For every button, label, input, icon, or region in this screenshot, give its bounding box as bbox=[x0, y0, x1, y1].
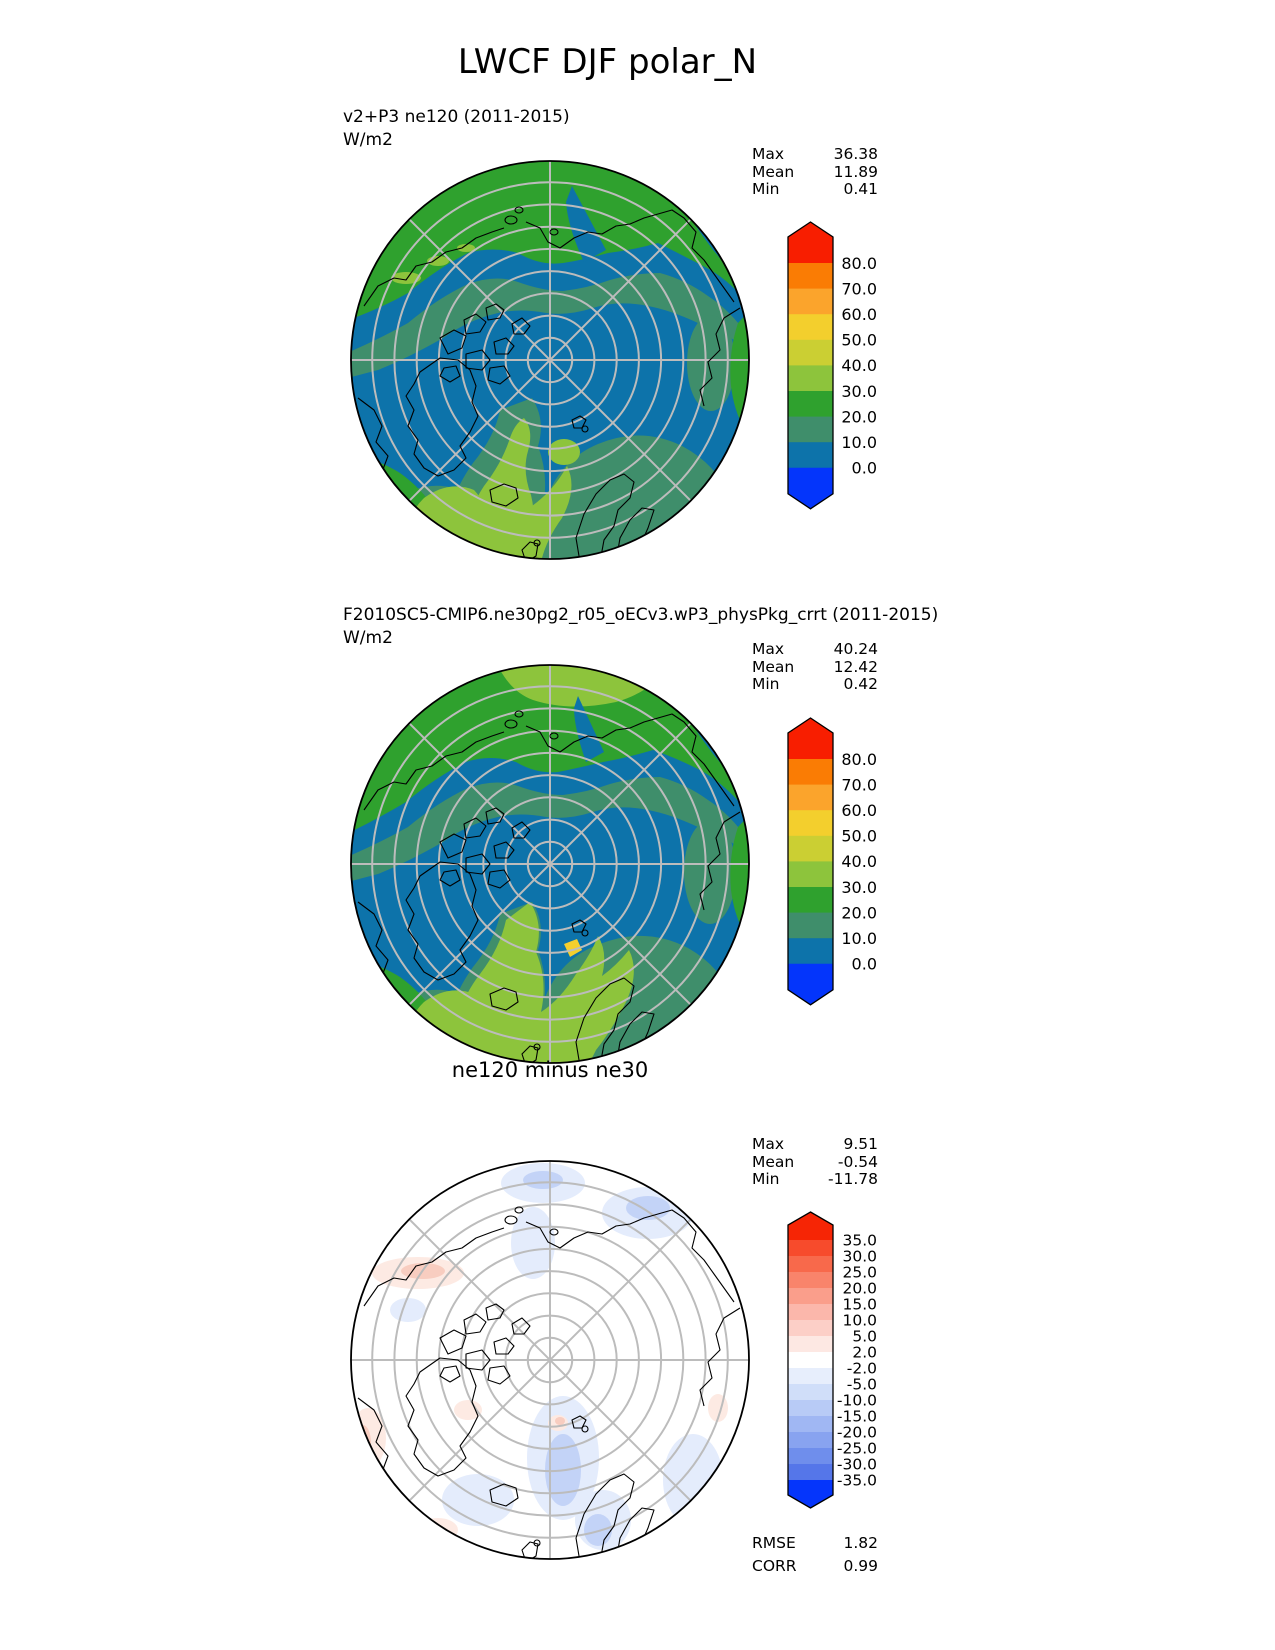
colorbar-tick-label: 25.0 bbox=[842, 1263, 877, 1282]
panel1-units: W/m2 bbox=[343, 130, 393, 150]
colorbar-tick-label: 50.0 bbox=[841, 826, 877, 846]
stat-row bbox=[752, 659, 878, 677]
panel3-metrics bbox=[752, 1532, 878, 1578]
stat-value: 12.42 bbox=[833, 657, 878, 676]
colorbar-tick-label: 5.0 bbox=[852, 1327, 877, 1346]
metric-row bbox=[752, 1532, 878, 1555]
colorbar-tick-label: 10.0 bbox=[842, 1311, 877, 1330]
colorbar-tick-label: 10.0 bbox=[841, 432, 877, 452]
stat-row bbox=[752, 641, 878, 659]
metric-label: RMSE bbox=[752, 1534, 796, 1552]
stat-row bbox=[752, 181, 878, 199]
colorbar-tick-label: -20.0 bbox=[836, 1423, 877, 1442]
colorbar-tick-label: 20.0 bbox=[842, 1279, 877, 1298]
colorbar-tick-label: 35.0 bbox=[842, 1231, 877, 1250]
stat-label: Min bbox=[752, 1170, 780, 1189]
metric-label: CORR bbox=[752, 1557, 797, 1575]
colorbar-tick-label: 15.0 bbox=[842, 1295, 877, 1314]
colorbar-tick-label: -5.0 bbox=[846, 1375, 877, 1394]
colorbar-tick-label: 0.0 bbox=[851, 954, 877, 974]
colorbar-tick-label: 30.0 bbox=[842, 1247, 877, 1266]
colorbar-segments bbox=[788, 718, 877, 1005]
colorbar-tick-label: 30.0 bbox=[841, 381, 877, 401]
metric-row bbox=[752, 1555, 878, 1578]
stat-row bbox=[752, 676, 878, 694]
figure-title: LWCF DJF polar_N bbox=[457, 42, 758, 82]
colorbar-tick-label: 20.0 bbox=[841, 407, 877, 427]
colorbar-tick-label: 2.0 bbox=[852, 1343, 877, 1362]
panel2-run-name: F2010SC5-CMIP6.ne30pg2_r05_oECv3.wP3_physPkg_crrt (2011-2015) bbox=[343, 605, 939, 625]
stat-value: -0.54 bbox=[837, 1152, 878, 1171]
stat-label: Mean bbox=[752, 162, 795, 181]
metric-value: 0.99 bbox=[843, 1557, 878, 1575]
colorbar-tick-label: -30.0 bbox=[836, 1455, 877, 1474]
colorbar-tick-label: 40.0 bbox=[841, 852, 877, 872]
stat-label: Min bbox=[752, 675, 780, 694]
stat-label: Mean bbox=[752, 1152, 795, 1171]
colorbar-tick-label: 60.0 bbox=[841, 800, 877, 820]
panel1-stats bbox=[752, 146, 878, 199]
stat-label: Max bbox=[752, 145, 785, 163]
colorbar-tick-label: 80.0 bbox=[841, 749, 877, 769]
colorbar-difference bbox=[780, 1200, 915, 1530]
colorbar-tick-label: -2.0 bbox=[846, 1359, 877, 1378]
colorbar-segments bbox=[788, 222, 877, 509]
colorbar-tick-label: -10.0 bbox=[836, 1391, 877, 1410]
colorbar-tick-label: 20.0 bbox=[841, 903, 877, 923]
colorbar-tick-label: 0.0 bbox=[851, 458, 877, 478]
stat-label: Min bbox=[752, 180, 780, 199]
stat-row bbox=[752, 1171, 878, 1189]
stat-label: Mean bbox=[752, 657, 795, 676]
colorbar-ne120 bbox=[780, 210, 910, 530]
colorbar-ne30 bbox=[780, 706, 910, 1026]
panel2-units: W/m2 bbox=[343, 628, 393, 648]
colorbar-tick-label: 40.0 bbox=[841, 356, 877, 376]
colorbar-tick-label: -35.0 bbox=[836, 1471, 877, 1490]
colorbar-tick-label: 60.0 bbox=[841, 304, 877, 324]
panel3-title: ne120 minus ne30 bbox=[451, 1058, 649, 1082]
stat-label: Max bbox=[752, 640, 785, 658]
panel1-run-name: v2+P3 ne120 (2011-2015) bbox=[343, 107, 570, 127]
stat-value: 0.42 bbox=[843, 675, 878, 694]
stat-value: -11.78 bbox=[828, 1170, 878, 1189]
colorbar-tick-label: -25.0 bbox=[836, 1439, 877, 1458]
metric-value: 1.82 bbox=[843, 1534, 878, 1552]
stat-value: 11.89 bbox=[833, 162, 878, 181]
map-difference bbox=[348, 1158, 752, 1562]
colorbar-tick-label: 10.0 bbox=[841, 928, 877, 948]
stat-label: Max bbox=[752, 1135, 785, 1153]
colorbar-tick-label: 70.0 bbox=[841, 279, 877, 299]
colorbar-tick-label: -15.0 bbox=[836, 1407, 877, 1426]
stat-value: 0.41 bbox=[843, 180, 878, 199]
stat-row bbox=[752, 1136, 878, 1154]
stat-row bbox=[752, 146, 878, 164]
stat-value: 36.38 bbox=[833, 145, 878, 163]
colorbar-tick-label: 50.0 bbox=[841, 330, 877, 350]
colorbar-segments bbox=[788, 1212, 877, 1508]
colorbar-tick-label: 80.0 bbox=[841, 253, 877, 273]
stat-row bbox=[752, 164, 878, 182]
map-ne120 bbox=[348, 158, 752, 562]
panel2-stats bbox=[752, 641, 878, 694]
panel1-subtitle bbox=[343, 106, 570, 152]
stat-value: 9.51 bbox=[843, 1135, 878, 1153]
map-ne30 bbox=[348, 662, 752, 1066]
colorbar-tick-label: 30.0 bbox=[841, 877, 877, 897]
stat-row bbox=[752, 1154, 878, 1172]
panel3-stats bbox=[752, 1136, 878, 1189]
stat-value: 40.24 bbox=[833, 640, 878, 658]
colorbar-tick-label: 70.0 bbox=[841, 775, 877, 795]
